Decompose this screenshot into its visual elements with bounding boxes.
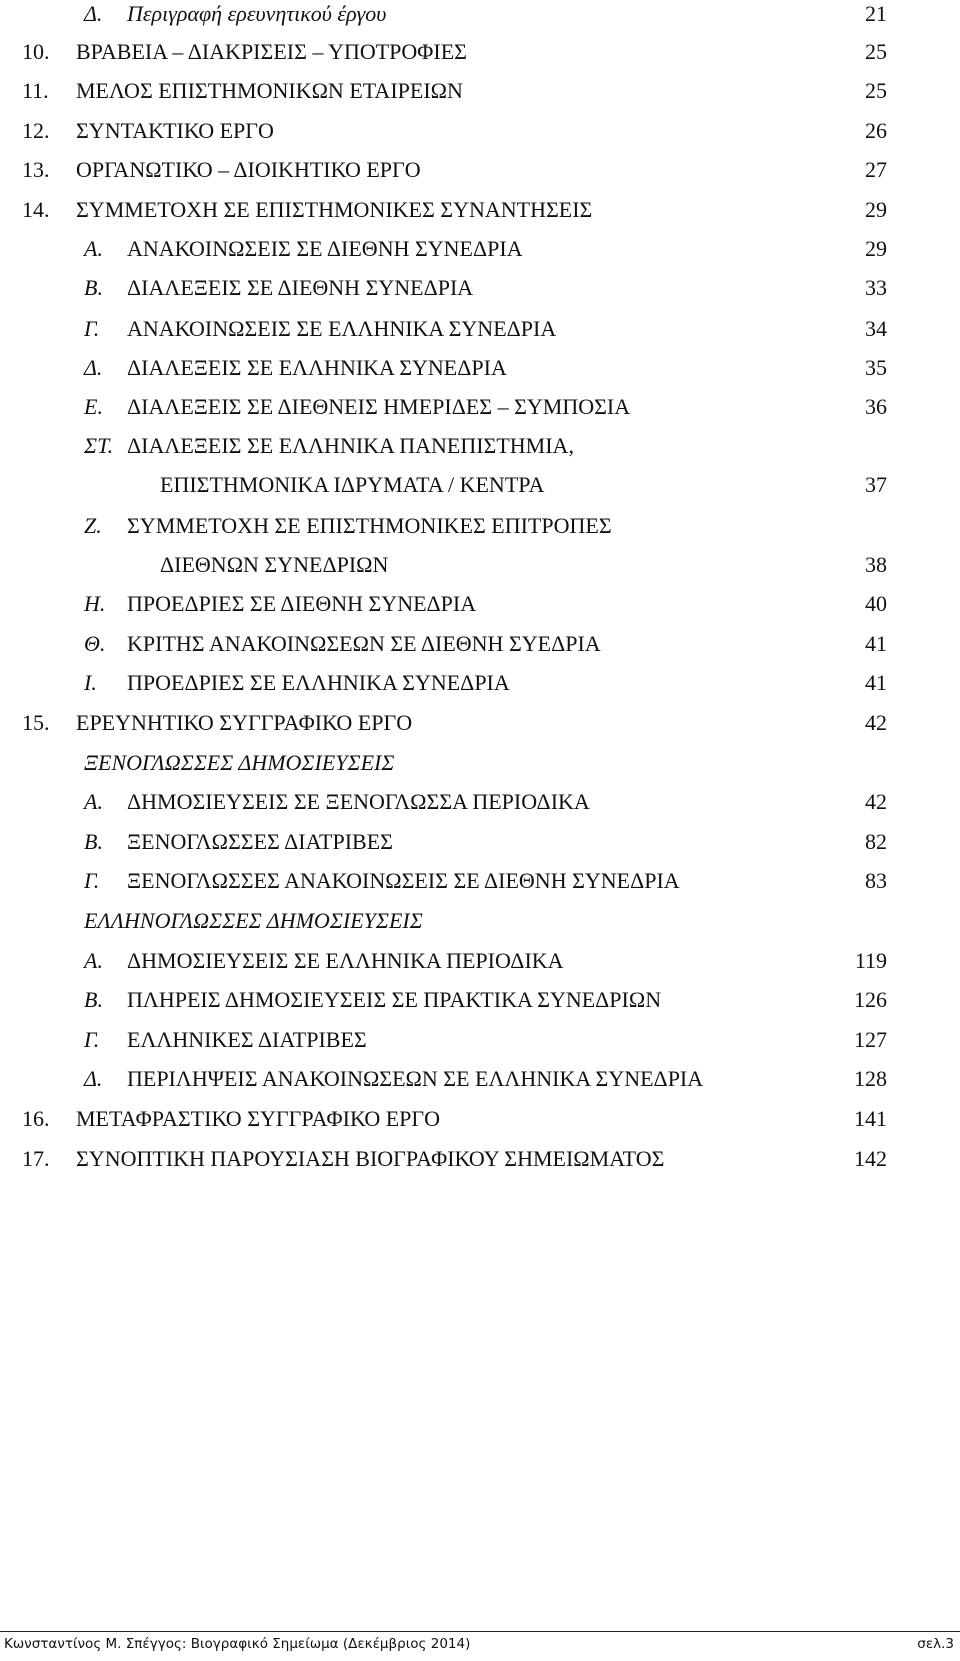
toc-entry-label: ΜΕΛΟΣ ΕΠΙΣΤΗΜΟΝΙΚΩΝ ΕΤΑΙΡΕΙΩΝ <box>76 78 463 103</box>
toc-entry[interactable] <box>0 670 960 710</box>
toc-entry[interactable] <box>0 394 960 434</box>
toc-entry[interactable] <box>0 275 960 315</box>
toc-entry-label: ΟΡΓΑΝΩΤΙΚΟ – ΔΙΟΙΚΗΤΙΚΟ ΕΡΓΟ <box>76 157 421 182</box>
toc-entry[interactable] <box>0 118 960 158</box>
toc-entry-label: ΞΕΝΟΓΛΩΣΣΕΣ ΔΙΑΤΡΙΒΕΣ <box>127 829 393 854</box>
toc-entry[interactable] <box>0 157 960 197</box>
toc-entry-page: 142 <box>854 1146 887 1171</box>
toc-entry-page: 41 <box>865 631 887 656</box>
toc-entry[interactable] <box>0 789 960 829</box>
toc-entry-label: Περιγραφή ερευνητικού έργου <box>127 1 387 26</box>
toc-entry-page: 34 <box>865 316 887 341</box>
toc-entry[interactable] <box>0 868 960 908</box>
toc-entry-page: 127 <box>854 1027 887 1052</box>
toc-entry-label: ΔΙΑΛΕΞΕΙΣ ΣΕ ΔΙΕΘΝΗ ΣΥΝΕΔΡΙΑ <box>127 275 474 300</box>
toc-entry-number: 12. <box>22 118 50 143</box>
toc-entry[interactable] <box>0 552 960 592</box>
toc-entry-label: ΣΥΝΤΑΚΤΙΚΟ ΕΡΓΟ <box>76 118 274 143</box>
toc-entry-label: ΔΗΜΟΣΙΕΥΣΕΙΣ ΣΕ ΕΛΛΗΝΙΚΑ ΠΕΡΙΟΔΙΚΑ <box>127 948 564 973</box>
toc-entry-number: Ε. <box>84 394 103 419</box>
toc-entry-label: ΔΗΜΟΣΙΕΥΣΕΙΣ ΣΕ ΞΕΝΟΓΛΩΣΣΑ ΠΕΡΙΟΔΙΚΑ <box>127 789 590 814</box>
toc-entry[interactable] <box>0 1066 960 1106</box>
toc-entry-page: 21 <box>865 1 887 26</box>
toc-entry-label: ΑΝΑΚΟΙΝΩΣΕΙΣ ΣΕ ΕΛΛΗΝΙΚΑ ΣΥΝΕΔΡΙΑ <box>127 316 557 341</box>
toc-entry-page: 41 <box>865 670 887 695</box>
toc-entry[interactable] <box>0 197 960 237</box>
toc-entry-page: 141 <box>854 1106 887 1131</box>
toc-entry-label: ΔΙΑΛΕΞΕΙΣ ΣΕ ΕΛΛΗΝΙΚΑ ΣΥΝΕΔΡΙΑ <box>127 355 507 380</box>
toc-entry-label: ΠΡΟΕΔΡΙΕΣ ΣΕ ΔΙΕΘΝΗ ΣΥΝΕΔΡΙΑ <box>127 591 477 616</box>
toc-entry-number: 16. <box>22 1106 50 1131</box>
toc-entry-page: 33 <box>865 275 887 300</box>
toc-entry-number: 10. <box>22 39 50 64</box>
toc-entry-page: 25 <box>865 39 887 64</box>
toc-entry[interactable] <box>0 829 960 869</box>
toc-entry-label: ΑΝΑΚΟΙΝΩΣΕΙΣ ΣΕ ΔΙΕΘΝΗ ΣΥΝΕΔΡΙΑ <box>127 236 523 261</box>
toc-entry-number: ΣΤ. <box>84 433 114 458</box>
toc-entry-page: 82 <box>865 829 887 854</box>
toc-entry-label: ΕΡΕΥΝΗΤΙΚΟ ΣΥΓΓΡΑΦΙΚΟ ΕΡΓΟ <box>76 710 413 735</box>
toc-entry-number: Α. <box>84 236 103 261</box>
toc-entry-page: 26 <box>865 118 887 143</box>
toc-entry-label: ΣΥΜΜΕΤΟΧΗ ΣΕ ΕΠΙΣΤΗΜΟΝΙΚΕΣ ΣΥΝΑΝΤΗΣΕΙΣ <box>76 197 593 222</box>
toc-entry-number: Α. <box>84 789 103 814</box>
toc-entry[interactable] <box>0 591 960 631</box>
toc-entry-page: 128 <box>854 1066 887 1091</box>
toc-entry[interactable] <box>0 1106 960 1146</box>
toc-entry-label: ΕΠΙΣΤΗΜΟΝΙΚΑ ΙΔΡΥΜΑΤΑ / ΚΕΝΤΡΑ <box>160 472 545 497</box>
toc-entry-label: ΔΙΕΘΝΩΝ ΣΥΝΕΔΡΙΩΝ <box>160 552 389 577</box>
toc-entry-number: Η. <box>84 591 106 616</box>
toc-entry-label: ΣΥΜΜΕΤΟΧΗ ΣΕ ΕΠΙΣΤΗΜΟΝΙΚΕΣ ΕΠΙΤΡΟΠΕΣ <box>127 513 612 538</box>
toc-entry-label: ΠΛΗΡΕΙΣ ΔΗΜΟΣΙΕΥΣΕΙΣ ΣΕ ΠΡΑΚΤΙΚΑ ΣΥΝΕΔΡΙΩΝ <box>127 987 662 1012</box>
toc-entry-page: 126 <box>854 987 887 1012</box>
toc-entry[interactable] <box>0 948 960 988</box>
toc-entry-label: ΣΥΝΟΠΤΙΚΗ ΠΑΡΟΥΣΙΑΣΗ ΒΙΟΓΡΑΦΙΚΟΥ ΣΗΜΕΙΩΜΑΤΟΣ <box>76 1146 665 1171</box>
toc-entry-page: 29 <box>865 197 887 222</box>
toc-entry[interactable] <box>0 513 960 553</box>
toc-entry-page: 36 <box>865 394 887 419</box>
footer-author-title: Κωνσταντίνος Μ. Σπέγγος: Βιογραφικό Σημείωμα (Δεκέμβριος 2014) <box>4 1636 471 1652</box>
toc-entry-page: 119 <box>854 948 887 973</box>
toc-entry-page: 25 <box>865 78 887 103</box>
toc-entry-label: ΔΙΑΛΕΞΕΙΣ ΣΕ ΔΙΕΘΝΕΙΣ ΗΜΕΡΙΔΕΣ – ΣΥΜΠΟΣΙΑ <box>127 394 631 419</box>
toc-entry-number: 13. <box>22 157 50 182</box>
toc-entry[interactable] <box>0 472 960 512</box>
toc-entry[interactable] <box>0 1027 960 1067</box>
toc-entry-page: 38 <box>865 552 887 577</box>
toc-entry-page: 37 <box>865 472 887 497</box>
toc-entry-number: 14. <box>22 197 50 222</box>
toc-entry-number: 11. <box>22 78 49 103</box>
toc-entry[interactable] <box>0 1146 960 1186</box>
toc-entry[interactable] <box>0 39 960 79</box>
toc-entry[interactable] <box>0 355 960 395</box>
toc-entry-number: Β. <box>84 987 103 1012</box>
toc-entry-number: Γ. <box>84 868 100 893</box>
toc-entry-number: Β. <box>84 275 103 300</box>
toc-entry-page: 35 <box>865 355 887 380</box>
toc-entry-number: 15. <box>22 710 50 735</box>
toc-entry-number: Δ. <box>84 1 103 26</box>
toc-entry-label: ΠΡΟΕΔΡΙΕΣ ΣΕ ΕΛΛΗΝΙΚΑ ΣΥΝΕΔΡΙΑ <box>127 670 510 695</box>
toc-entry-page: 27 <box>865 157 887 182</box>
toc-entry[interactable] <box>0 78 960 118</box>
toc-entry[interactable] <box>0 710 960 750</box>
toc-entry-page: 83 <box>865 868 887 893</box>
toc-entry-label: ΜΕΤΑΦΡΑΣΤΙΚΟ ΣΥΓΓΡΑΦΙΚΟ ΕΡΓΟ <box>76 1106 440 1131</box>
toc-entry-label: ΕΛΛΗΝΙΚΕΣ ΔΙΑΤΡΙΒΕΣ <box>127 1027 367 1052</box>
toc-entry-number: Δ. <box>84 1066 103 1091</box>
toc-entry-label: ΞΕΝΟΓΛΩΣΣΕΣ ΔΗΜΟΣΙΕΥΣΕΙΣ <box>84 750 395 775</box>
toc-entry-label: ΔΙΑΛΕΞΕΙΣ ΣΕ ΕΛΛΗΝΙΚΑ ΠΑΝΕΠΙΣΤΗΜΙΑ, <box>127 433 574 458</box>
toc-entry[interactable] <box>0 631 960 671</box>
toc-entry-number: Β. <box>84 829 103 854</box>
toc-entry-number: Α. <box>84 948 103 973</box>
toc-entry-number: Ι. <box>84 670 97 695</box>
toc-entry[interactable] <box>0 908 960 948</box>
toc-entry-label: ΞΕΝΟΓΛΩΣΣΕΣ ΑΝΑΚΟΙΝΩΣΕΙΣ ΣΕ ΔΙΕΘΝΗ ΣΥΝΕΔΡΙΑ <box>127 868 680 893</box>
toc-entry-label: ΠΕΡΙΛΗΨΕΙΣ ΑΝΑΚΟΙΝΩΣΕΩΝ ΣΕ ΕΛΛΗΝΙΚΑ ΣΥΝΕΔΡΙΑ <box>127 1066 704 1091</box>
toc-entry-page: 40 <box>865 591 887 616</box>
toc-entry[interactable] <box>0 433 960 473</box>
footer-divider <box>0 1631 960 1632</box>
toc-entry-number: Θ. <box>84 631 106 656</box>
toc-entry-page: 42 <box>865 789 887 814</box>
toc-entry-number: Γ. <box>84 1027 100 1052</box>
toc-entry-label: ΒΡΑΒΕΙΑ – ΔΙΑΚΡΙΣΕΙΣ – ΥΠΟΤΡΟΦΙΕΣ <box>76 39 467 64</box>
toc-entry[interactable] <box>0 1 960 41</box>
toc-entry-label: ΚΡΙΤΗΣ ΑΝΑΚΟΙΝΩΣΕΩΝ ΣΕ ΔΙΕΘΝΗ ΣΥΕΔΡΙΑ <box>127 631 601 656</box>
toc-entry-number: Ζ. <box>84 513 102 538</box>
toc-entry[interactable] <box>0 236 960 276</box>
toc-entry[interactable] <box>0 987 960 1027</box>
toc-entry-page: 42 <box>865 710 887 735</box>
toc-entry-label: ΕΛΛΗΝΟΓΛΩΣΣΕΣ ΔΗΜΟΣΙΕΥΣΕΙΣ <box>84 908 423 933</box>
toc-entry-page: 29 <box>865 236 887 261</box>
footer-page-number: σελ.3 <box>917 1636 954 1652</box>
toc-entry[interactable] <box>0 750 960 790</box>
toc-entry[interactable] <box>0 316 960 356</box>
toc-entry-number: Δ. <box>84 355 103 380</box>
toc-entry-number: Γ. <box>84 316 100 341</box>
toc-entry-number: 17. <box>22 1146 50 1171</box>
